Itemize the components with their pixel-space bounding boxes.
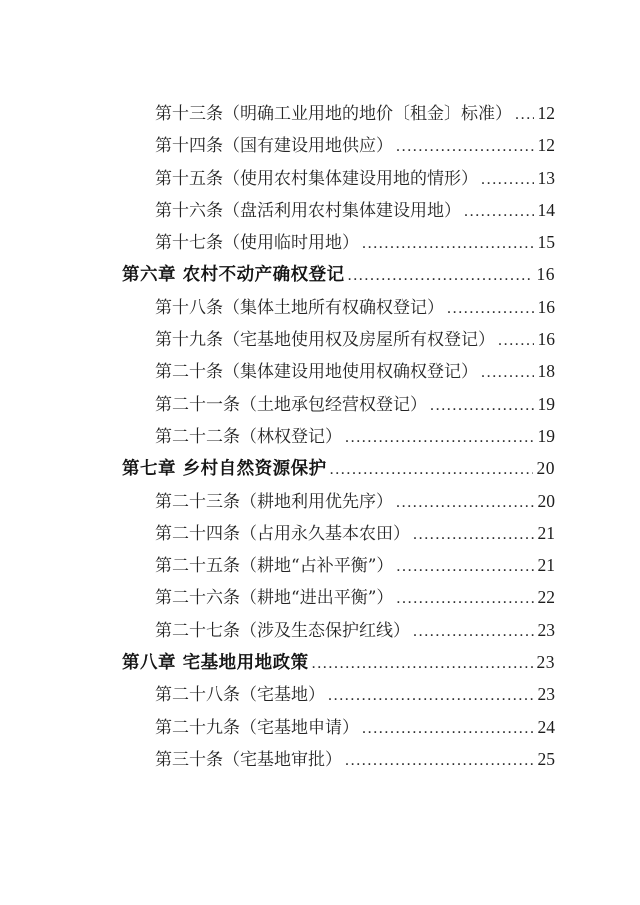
- toc-entry: [122, 581, 555, 613]
- toc-entry-page: 23: [536, 652, 555, 673]
- dot-leader: [362, 227, 534, 260]
- dot-leader: [396, 130, 534, 163]
- toc-entry: [122, 420, 555, 452]
- dot-leader: [328, 679, 534, 712]
- dot-leader: [447, 292, 534, 325]
- toc-entry-label: 第二十七条（涉及生态保护红线）: [155, 620, 410, 641]
- dot-leader: [330, 453, 533, 486]
- toc-entry-label: 第十八条（集体土地所有权确权登记）: [155, 297, 444, 318]
- toc-entry-page: 16: [537, 329, 555, 350]
- dot-leader: [430, 389, 534, 422]
- toc-entry-label: 第十六条（盘活利用农村集体建设用地）: [155, 200, 461, 221]
- toc-entry-label: 第二十二条（林权登记）: [155, 426, 342, 447]
- dot-leader: [396, 486, 534, 519]
- dot-leader: [515, 98, 534, 131]
- toc-entry: [122, 388, 555, 420]
- toc-entry: [122, 226, 555, 258]
- toc-entry-page: 16: [537, 296, 555, 317]
- toc-entry: [122, 291, 555, 323]
- toc-entry-label: 第六章 农村不动产确权登记: [122, 265, 345, 286]
- toc-entry-label: 第二十四条（占用永久基本农田）: [155, 523, 410, 544]
- dot-leader: [345, 421, 534, 454]
- toc-entry: [122, 162, 555, 194]
- toc-entry-label: 第八章 宅基地用地政策: [122, 653, 309, 674]
- toc-entry-page: 19: [537, 393, 555, 414]
- dot-leader: [481, 356, 534, 389]
- dot-leader: [396, 550, 533, 583]
- toc-entry: [122, 678, 555, 710]
- toc-entry: [122, 129, 555, 161]
- toc-entry-page: 16: [536, 264, 555, 285]
- toc-entry-page: 24: [537, 716, 555, 737]
- toc-entry-label: 第十三条（明确工业用地的地价〔租金〕标准）: [155, 104, 512, 124]
- toc-entry: [122, 194, 555, 226]
- dot-leader: [362, 712, 534, 745]
- toc-entry-label: 第十七条（使用临时用地）: [155, 233, 359, 254]
- toc-entry-label: 第二十六条（耕地“进出平衡”）: [155, 588, 394, 609]
- dot-leader: [345, 744, 534, 777]
- toc-entry: [122, 323, 555, 355]
- toc-entry: [122, 646, 555, 678]
- toc-entry-page: 14: [537, 199, 555, 220]
- toc-entry-page: 13: [537, 167, 555, 188]
- table-of-contents: [122, 97, 555, 775]
- toc-entry-label: 第二十五条（耕地“占补平衡”）: [155, 556, 394, 577]
- toc-entry-label: 第二十条（集体建设用地使用权确权登记）: [155, 362, 478, 383]
- toc-entry-label: 第二十三条（耕地利用优先序）: [155, 491, 393, 512]
- toc-entry-label: 第二十一条（土地承包经营权登记）: [155, 394, 427, 415]
- toc-entry-page: 23: [537, 619, 555, 640]
- toc-entry: [122, 258, 555, 290]
- toc-entry-label: 第十九条（宅基地使用权及房屋所有权登记）: [155, 330, 495, 351]
- toc-entry-page: 18: [537, 361, 555, 382]
- toc-entry: [122, 743, 555, 775]
- toc-entry: [122, 549, 555, 581]
- toc-entry-page: 25: [537, 748, 555, 769]
- toc-entry-label: 第十四条（国有建设用地供应）: [155, 136, 393, 157]
- toc-entry-page: 22: [537, 587, 555, 608]
- toc-entry-page: 12: [537, 135, 555, 156]
- toc-entry-page: 21: [537, 522, 555, 543]
- toc-entry: [122, 517, 555, 549]
- dot-leader: [396, 582, 533, 615]
- toc-entry: [122, 355, 555, 387]
- dot-leader: [464, 195, 534, 228]
- toc-entry: [122, 97, 555, 129]
- toc-entry: [122, 452, 555, 484]
- toc-entry-label: 第十五条（使用农村集体建设用地的情形）: [155, 168, 478, 189]
- toc-entry-page: 20: [536, 458, 555, 479]
- dot-leader: [413, 615, 534, 648]
- toc-entry: [122, 485, 555, 517]
- toc-entry-page: 12: [537, 103, 555, 123]
- dot-leader: [413, 518, 534, 551]
- toc-entry: [122, 711, 555, 743]
- toc-entry: [122, 614, 555, 646]
- toc-entry-label: 第二十八条（宅基地）: [155, 685, 325, 706]
- toc-entry-label: 第七章 乡村自然资源保护: [122, 459, 327, 480]
- toc-entry-label: 第三十条（宅基地审批）: [155, 749, 342, 770]
- toc-entry-label: 第二十九条（宅基地申请）: [155, 717, 359, 738]
- dot-leader: [312, 647, 533, 680]
- toc-entry-page: 15: [537, 232, 555, 253]
- dot-leader: [498, 324, 534, 357]
- toc-entry-page: 23: [537, 684, 555, 705]
- dot-leader: [481, 163, 534, 196]
- toc-entry-page: 21: [537, 555, 555, 576]
- toc-entry-page: 19: [537, 425, 555, 446]
- toc-entry-page: 20: [537, 490, 555, 511]
- dot-leader: [348, 259, 533, 292]
